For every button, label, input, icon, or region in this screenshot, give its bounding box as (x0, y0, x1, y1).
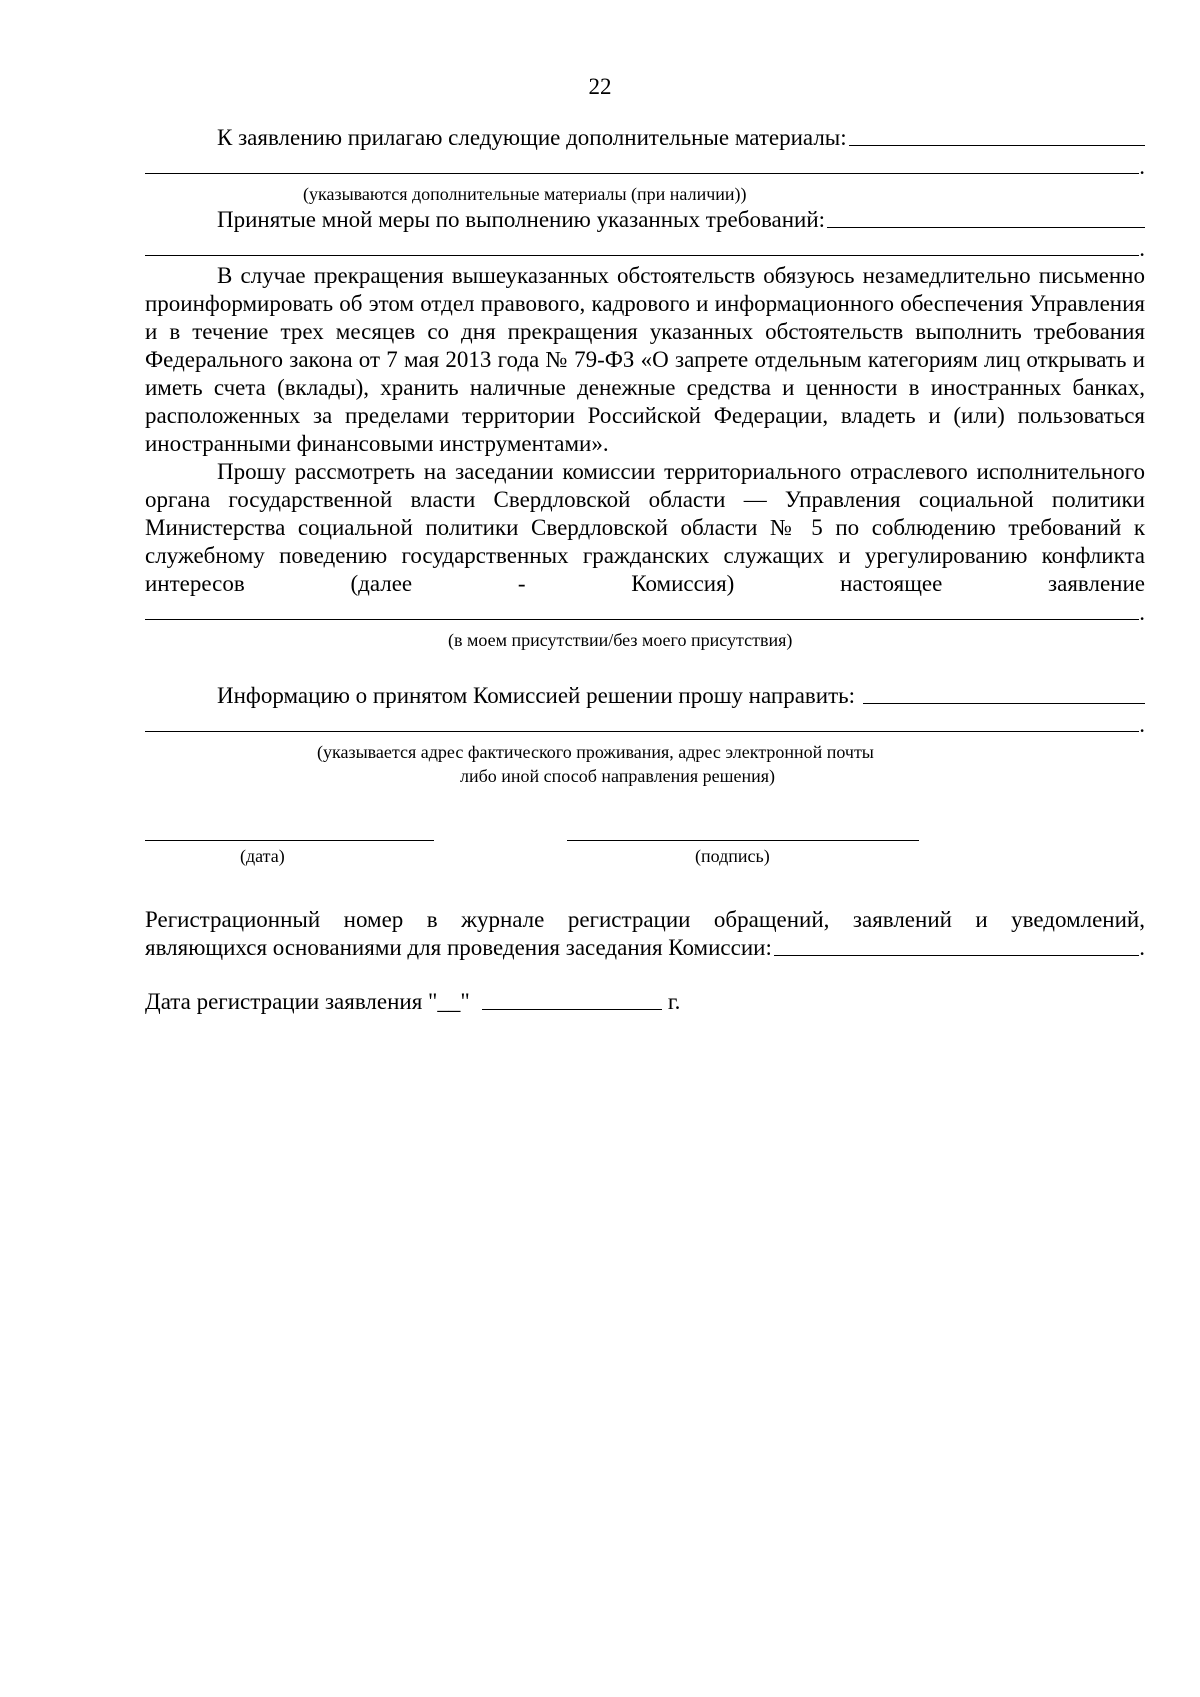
signature-caption: (подпись) (695, 846, 770, 866)
decision-row (145, 682, 1145, 710)
decision-continuation-row (145, 710, 1145, 738)
decision-continuation-blank[interactable] (145, 731, 1139, 732)
registration-date-year-suffix: г. (667, 989, 681, 1014)
request-paragraph: Прошу рассмотреть на заседании комиссии территориального отраслевого исполнительного органа государственной власти Свердловской области — Управления социальной политики Министерства социальной политики Свердловской области № 5 по соблюдению требований к служебному поведению государственных гражданских служащих и урегулированию конфликта интересов (далее - Комиссия) настоящее заявление (145, 459, 1145, 596)
attachments-caption: (указываются дополнительные материалы (при наличии)) (303, 184, 747, 204)
registration-row-2 (145, 934, 1145, 962)
attachments-row (145, 124, 1145, 152)
measures-continuation-row (145, 234, 1145, 262)
registration-line-2: являющихся основаниями для проведения заседания Комиссии: (145, 935, 772, 960)
signature-blank-field[interactable] (567, 840, 919, 841)
presence-caption: (в моем присутствии/без моего присутствия) (448, 630, 793, 650)
registration-line-1: Регистрационный номер в журнале регистрации обращений, заявлений и уведомлений, (145, 907, 1145, 932)
decision-blank-field[interactable] (863, 703, 1145, 704)
decision-end-mark: . (1139, 712, 1145, 737)
presence-row (145, 598, 1145, 626)
registration-date-quote-close: " (460, 989, 470, 1014)
attachments-continuation-blank[interactable] (145, 173, 1139, 174)
measures-continuation-blank[interactable] (145, 255, 1139, 256)
registration-number-blank[interactable] (774, 955, 1139, 956)
date-caption: (дата) (240, 846, 285, 866)
presence-blank-field[interactable] (145, 619, 1139, 620)
form-content (145, 124, 1145, 1016)
measures-blank-field[interactable] (827, 227, 1145, 228)
registration-date-label: Дата регистрации заявления " (145, 989, 438, 1014)
registration-end-mark: . (1139, 935, 1145, 960)
measures-end-mark: . (1139, 236, 1145, 261)
decision-caption-line-2: либо иной способ направления решения) (460, 766, 776, 786)
signature-row (145, 818, 1145, 888)
page-number: 22 (588, 74, 612, 99)
registration-date-day-blank[interactable]: __ (437, 989, 461, 1014)
date-blank-field[interactable] (145, 840, 434, 841)
presence-end-mark: . (1139, 600, 1145, 625)
attachments-blank-field[interactable] (849, 145, 1145, 146)
registration-row-1 (145, 906, 1145, 934)
obligation-paragraph: В случае прекращения вышеуказанных обстоятельств обязуюсь незамедлительно письменно проинформировать об этом отдел правового, кадрового и информационного обеспечения Управления и в течение трех месяцев со дня прекращения указанных обстоятельств выполнить требования Федерального закона от 7 мая 2013 года № 79-ФЗ «О запрете отдельным категориям лиц открывать и иметь счета (вклады), хранить наличные денежные средства и ценности в иностранных банках, расположенных за пределами территории Российской Федерации, владеть и (или) пользоваться иностранными финансовыми инструментами». (145, 263, 1145, 456)
measures-row (145, 206, 1145, 234)
registration-date-month-blank[interactable] (482, 1009, 662, 1010)
decision-label: Информацию о принятом Комиссией решении прошу направить: (217, 683, 856, 708)
decision-caption-line-1: (указывается адрес фактического проживания, адрес электронной почты (317, 742, 874, 762)
attachments-label: К заявлению прилагаю следующие дополнительные материалы: (217, 125, 847, 150)
attachments-continuation-row (145, 152, 1145, 180)
registration-date-row (145, 988, 1145, 1016)
measures-label: Принятые мной меры по выполнению указанных требований: (217, 207, 826, 232)
attachments-end-mark: . (1139, 154, 1145, 179)
